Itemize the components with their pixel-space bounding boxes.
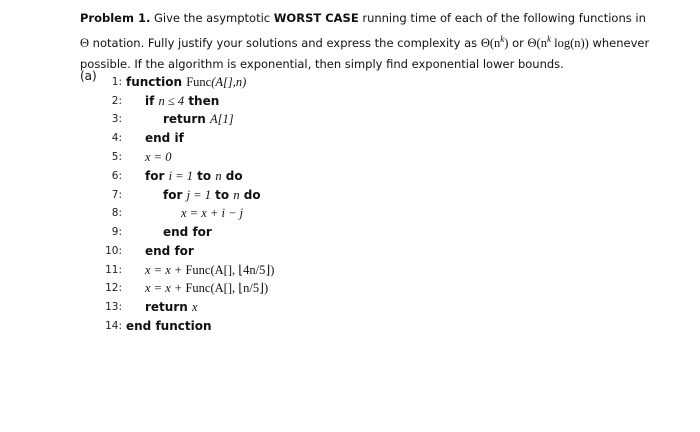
worst-case-emphasis: WORST CASE (273, 11, 359, 25)
code-text (145, 92, 219, 110)
end-if: end if (145, 131, 184, 145)
exponent-k: k (546, 34, 551, 44)
function-args: (A[],n) (211, 75, 247, 89)
line-number: 4: (111, 132, 122, 144)
line-number: 9: (111, 226, 122, 238)
problem-title: Problem 1. (80, 11, 151, 25)
for-keyword: for (145, 169, 169, 183)
line-number: 5: (111, 151, 122, 163)
theta-nklog: Θ(n (527, 35, 547, 50)
do-keyword: do (221, 169, 243, 183)
end-for: end for (163, 225, 212, 239)
if-keyword: if (145, 94, 159, 108)
return-keyword: return (145, 300, 192, 314)
close-paren: ) (504, 35, 509, 50)
part-label: (a) (80, 69, 97, 83)
line-number: 8: (111, 207, 122, 219)
problem-line-1 (80, 8, 680, 29)
line-number: 2: (111, 95, 122, 107)
code-text (145, 261, 274, 279)
line-number: 13: (105, 301, 122, 313)
line-number: 6: (111, 170, 122, 182)
problem-text: notation. Fully justify your solutions and express the complexity as (89, 35, 481, 50)
return-keyword: return (163, 112, 210, 126)
problem-statement (80, 8, 680, 75)
problem-text: Give the asymptotic (154, 11, 274, 25)
loop-bound: n (215, 169, 222, 183)
line-number: 10: (105, 245, 122, 257)
code-text (163, 186, 261, 204)
to-keyword: to (210, 188, 234, 202)
recursive-call: Func(A[], ⌊n/5⌋) (185, 281, 269, 295)
line-number: 7: (111, 189, 122, 201)
assign-x: x = 0 (145, 150, 172, 164)
theta-nklog-tail: log(n)) (550, 35, 589, 50)
code-text (163, 110, 234, 128)
then-keyword: then (184, 94, 220, 108)
to-keyword: to (192, 169, 216, 183)
exponent-k: k (500, 34, 505, 44)
return-value: A[1] (209, 112, 234, 126)
if-condition: n ≤ 4 (158, 94, 185, 108)
theta-nk: Θ(n (480, 35, 501, 50)
code-text (126, 73, 246, 91)
problem-line-3 (80, 54, 680, 75)
code-text (145, 167, 243, 185)
line-number: 12: (105, 282, 122, 294)
problem-line-2 (80, 29, 680, 54)
line-number: 11: (105, 264, 122, 276)
line-number: 1: (111, 76, 122, 88)
loop-init: j = 1 (186, 188, 211, 202)
loop-bound: n (233, 188, 240, 202)
end-function: end function (126, 319, 212, 333)
assign-lhs: x = x + (145, 281, 186, 295)
line-number: 3: (111, 113, 122, 125)
do-keyword: do (239, 188, 261, 202)
code-text (145, 298, 198, 316)
recursive-call: Func(A[], ⌊4n/5⌋) (185, 263, 275, 277)
or-text: or (508, 35, 528, 50)
function-keyword: function (126, 75, 187, 89)
for-keyword: for (163, 188, 187, 202)
problem-text: running time of each of the following functions in (358, 11, 646, 25)
assign-lhs: x = x + (145, 263, 186, 277)
theta-symbol: Θ (80, 35, 90, 50)
loop-init: i = 1 (168, 169, 193, 183)
update-x: x = x + i − j (181, 206, 244, 220)
end-for: end for (145, 244, 194, 258)
problem-text: whenever (588, 35, 650, 50)
function-name: Func (186, 75, 212, 89)
line-number: 14: (105, 320, 122, 332)
code-text (145, 279, 268, 297)
return-value: x (191, 300, 198, 314)
problem-text: possible. If the algorithm is exponential, then simply find exponential lower bounds. (80, 56, 564, 71)
